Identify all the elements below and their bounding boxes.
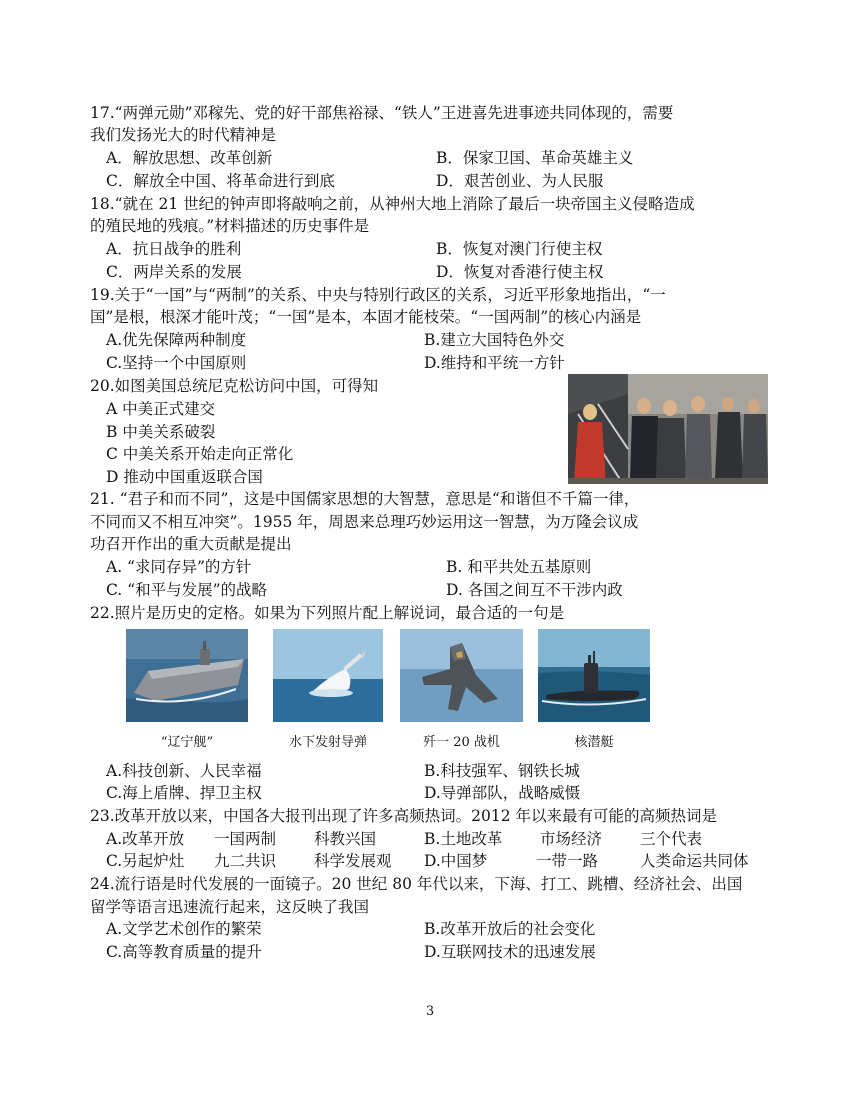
q21-option-a: A. “求同存异”的方针 [106, 558, 252, 576]
caption-submarine: 核潜艇 [574, 735, 614, 750]
caption-carrier: “辽宁舰” [160, 735, 214, 750]
q24-option-b: B.改革开放后的社会变化 [424, 920, 596, 938]
q20-option-b: B 中美关系破裂 [106, 423, 216, 441]
q22-option-c: C.海上盾牌、捍卫主权 [106, 784, 262, 802]
q17-option-d: D．艰苦创业、为人民服 [436, 172, 604, 190]
q20-option-d: D 推动中国重返联合国 [106, 468, 263, 486]
q18-option-a: A．抗日战争的胜利 [106, 240, 242, 258]
q18-option-c: C．两岸关系的发展 [106, 263, 242, 281]
nixon-visit-photo [568, 374, 768, 484]
nuclear-submarine-photo [538, 629, 650, 722]
q21-stem-line2: 不同而又不相互冲突”。1955 年，周恩来总理巧妙运用这一智慧，为万隆会议成 [90, 513, 639, 531]
q19-option-a: A.优先保障两种制度 [106, 331, 247, 349]
q23-option-d-term3: 人类命运共同体 [640, 852, 749, 870]
q17-option-a: A．解放思想、改革创新 [106, 149, 273, 167]
q18-option-b: B．恢复对澳门行使主权 [436, 240, 603, 258]
q22-option-a: A.科技创新、人民幸福 [106, 762, 262, 780]
q23-option-c: C.另起炉灶 [106, 852, 185, 870]
q22-stem: 22.照片是历史的定格。如果为下列照片配上解说词，最合适的一句是 [90, 604, 565, 622]
q23-option-c-term3: 科学发展观 [314, 852, 392, 870]
q19-option-c: C.坚持一个中国原则 [106, 354, 247, 372]
q21-stem-line3: 功召开作出的重大贡献是提出 [90, 535, 292, 553]
q18-stem-line2: 的殖民地的残痕。”材料描述的历史事件是 [90, 217, 370, 235]
q24-option-c: C.高等教育质量的提升 [106, 943, 262, 961]
q17-stem-line1: 17.“两弹元勋”邓稼先、党的好干部焦裕禄、“铁人”王进喜先进事迹共同体现的，需要 [90, 104, 674, 122]
q19-option-b: B.建立大国特色外交 [424, 331, 565, 349]
q24-option-a: A.文学艺术创作的繁荣 [106, 920, 262, 938]
q23-option-a-term3: 科教兴国 [314, 830, 377, 848]
q22-option-d: D.导弹部队，战略威慑 [424, 784, 581, 802]
q24-stem-line2: 留学等语言迅速流行起来，这反映了我国 [90, 898, 370, 916]
page-number: 3 [425, 1004, 435, 1019]
q20-option-a: A 中美正式建交 [106, 400, 216, 418]
q21-option-b: B. 和平共处五基原则 [446, 558, 592, 576]
j20-fighter-photo [400, 629, 523, 722]
q23-option-d-term2: 一带一路 [536, 852, 599, 870]
q20-stem: 20.如图美国总统尼克松访问中国，可得知 [90, 377, 379, 395]
q23-option-b-term2: 市场经济 [540, 830, 603, 848]
q20-option-c: C 中美关系开始走向正常化 [106, 445, 294, 463]
q17-option-b: B．保家卫国、革命英雄主义 [436, 149, 634, 167]
q18-stem-line1: 18.“就在 21 世纪的钟声即将敲响之前，从神州大地上消除了最后一块帝国主义侵略造成 [90, 195, 695, 213]
caption-fighter: 歼一 20 战机 [423, 735, 500, 750]
q19-stem-line2: 国”是根，根深才能叶茂；“一国”是本，本固才能枝荣。“一国两制”的核心内涵是 [90, 308, 642, 326]
missile-launch-photo [273, 629, 383, 722]
q19-stem-line1: 19.关于“一国”与“两制”的关系、中央与特别行政区的关系，习近平形象地指出，“一 [90, 286, 666, 304]
q17-stem-line2: 我们发扬光大的时代精神是 [90, 126, 277, 144]
q23-option-a-term2: 一国两制 [214, 830, 277, 848]
caption-missile: 水下发射导弹 [288, 735, 367, 750]
q23-option-c-term2: 九二共识 [214, 852, 277, 870]
q23-option-d: D.中国梦 [424, 852, 488, 870]
q18-option-d: D．恢复对香港行使主权 [436, 263, 604, 281]
q23-stem: 23.改革开放以来，中国各大报刊出现了许多高频热词。2012 年以来最有可能的高频热词是 [90, 807, 718, 825]
aircraft-carrier-photo [126, 629, 248, 722]
q17-option-c: C．解放全中国、将革命进行到底 [106, 172, 335, 190]
q19-option-d: D.维持和平统一方针 [424, 354, 565, 372]
q21-option-c: C. “和平与发展”的战略 [106, 581, 268, 599]
q23-option-a: A.改革开放 [106, 830, 185, 848]
q24-option-d: D.互联网技术的迅速发展 [424, 943, 596, 961]
q22-option-b: B.科技强军、钢铁长城 [424, 762, 580, 780]
q21-option-d: D. 各国之间互不干涉内政 [446, 581, 623, 599]
q23-option-b: B.土地改革 [424, 830, 503, 848]
q21-stem-line1: 21. “君子和而不同”，这是中国儒家思想的大智慧，意思是“和谐但不千篇一律， [90, 490, 640, 508]
q24-stem-line1: 24.流行语是时代发展的一面镜子。20 世纪 80 年代以来，下海、打工、跳槽、经济社会、出国 [90, 875, 743, 893]
q23-option-b-term3: 三个代表 [640, 830, 703, 848]
